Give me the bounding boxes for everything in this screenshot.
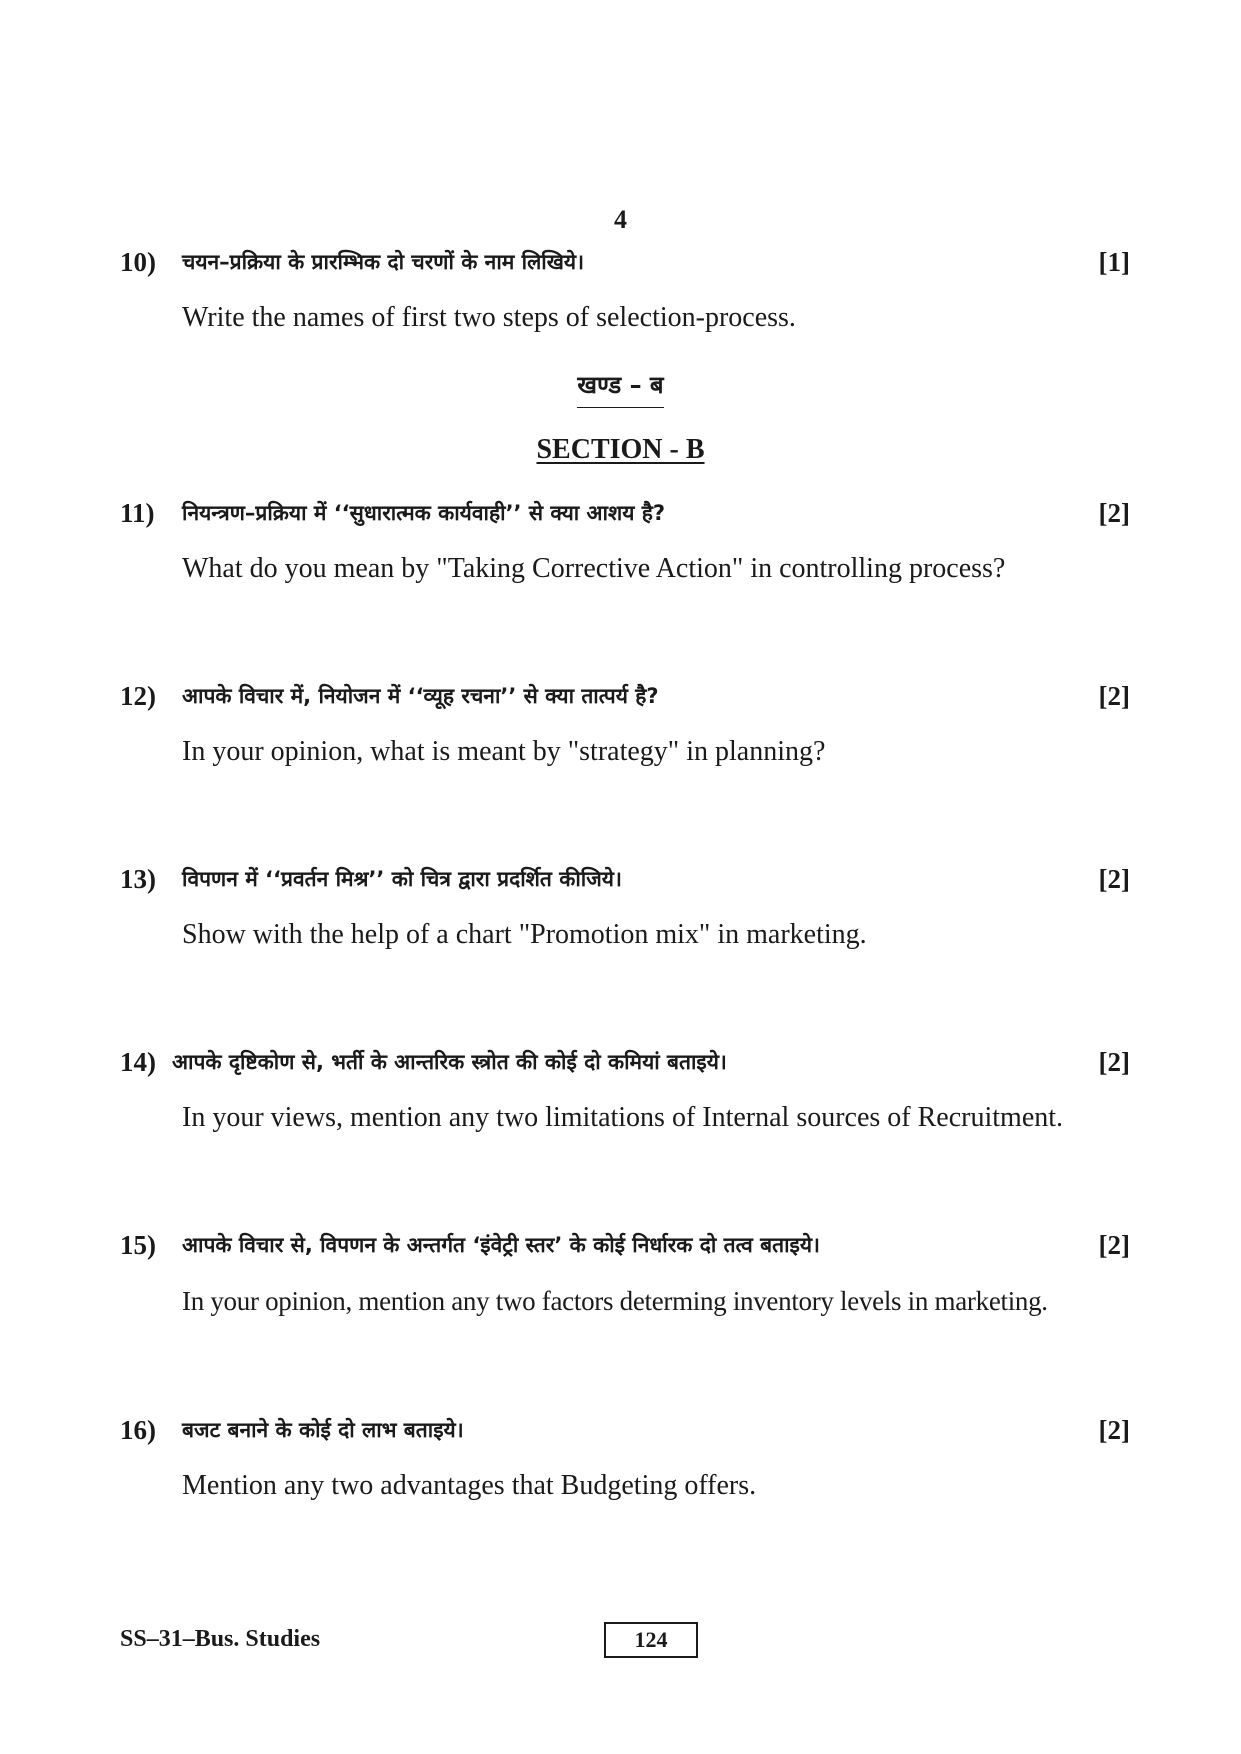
question-text-english: Mention any two advantages that Budgeting offers.	[182, 1470, 757, 1501]
question-text-english: Show with the help of a chart "Promotion mix" in marketing.	[182, 919, 867, 950]
question-16	[120, 1408, 1130, 1504]
question-12	[120, 674, 1130, 770]
question-text-hindi: नियन्त्रण–प्रक्रिया में ‘‘सुधारात्मक कार्यवाही’’ से क्या आशय है?	[182, 501, 666, 525]
question-marks: [2]	[1098, 864, 1130, 894]
question-number: 10)	[120, 247, 156, 277]
page-number: 4	[614, 205, 627, 234]
question-marks: [2]	[1098, 1047, 1130, 1077]
question-11	[120, 491, 1130, 587]
question-marks: [1]	[1098, 247, 1130, 277]
question-marks: [2]	[1098, 498, 1130, 528]
question-marks: [2]	[1098, 1230, 1130, 1260]
question-number: 11)	[120, 498, 155, 528]
question-14	[120, 1040, 1130, 1136]
question-number: 14)	[120, 1047, 156, 1077]
section-heading-hindi	[0, 368, 1241, 408]
question-text-english: In your opinion, what is meant by "strategy" in planning?	[182, 736, 826, 767]
question-text-english: In your views, mention any two limitations of Internal sources of Recruitment.	[182, 1102, 1064, 1133]
question-text-english: Write the names of first two steps of selection-process.	[182, 302, 796, 333]
question-text-hindi: आपके विचार में, नियोजन में ‘‘व्यूह रचना’’ से क्या तात्पर्य है?	[182, 684, 659, 708]
section-heading-english-text: SECTION - B	[536, 434, 705, 465]
section-heading-english	[0, 434, 1241, 466]
question-marks: [2]	[1098, 681, 1130, 711]
question-text-english: In your opinion, mention any two factors determing inventory levels in marketing.	[182, 1286, 1048, 1316]
question-text-hindi: आपके विचार से, विपणन के अन्तर्गत ‘इंवेट्री स्तर’ के कोई निर्धारक दो तत्व बताइये।	[182, 1233, 821, 1257]
question-13	[120, 857, 1130, 953]
question-number: 15)	[120, 1230, 156, 1260]
section-heading-hindi-text: खण्ड – ब	[577, 368, 663, 408]
question-number: 16)	[120, 1415, 156, 1445]
paper-code: SS–31–Bus. Studies	[120, 1626, 321, 1652]
page-box-number: 124	[604, 1622, 698, 1658]
question-15	[120, 1223, 1130, 1319]
question-marks: [2]	[1098, 1415, 1130, 1445]
question-number: 12)	[120, 681, 156, 711]
question-text-hindi: आपके दृष्टिकोण से, भर्ती के आन्तरिक स्त्रोत की कोई दो कमियां बताइये।	[172, 1050, 727, 1074]
question-number: 13)	[120, 864, 156, 894]
question-text-english: What do you mean by "Taking Corrective Action" in controlling process?	[182, 553, 1006, 584]
question-text-hindi: बजट बनाने के कोई दो लाभ बताइये।	[182, 1418, 464, 1442]
question-text-hindi: विपणन में ‘‘प्रवर्तन मिश्र’’ को चित्र द्वारा प्रदर्शित कीजिये।	[182, 867, 622, 891]
question-10	[120, 240, 1130, 336]
question-text-hindi: चयन–प्रक्रिया के प्रारम्भिक दो चरणों के नाम लिखिये।	[182, 250, 585, 274]
